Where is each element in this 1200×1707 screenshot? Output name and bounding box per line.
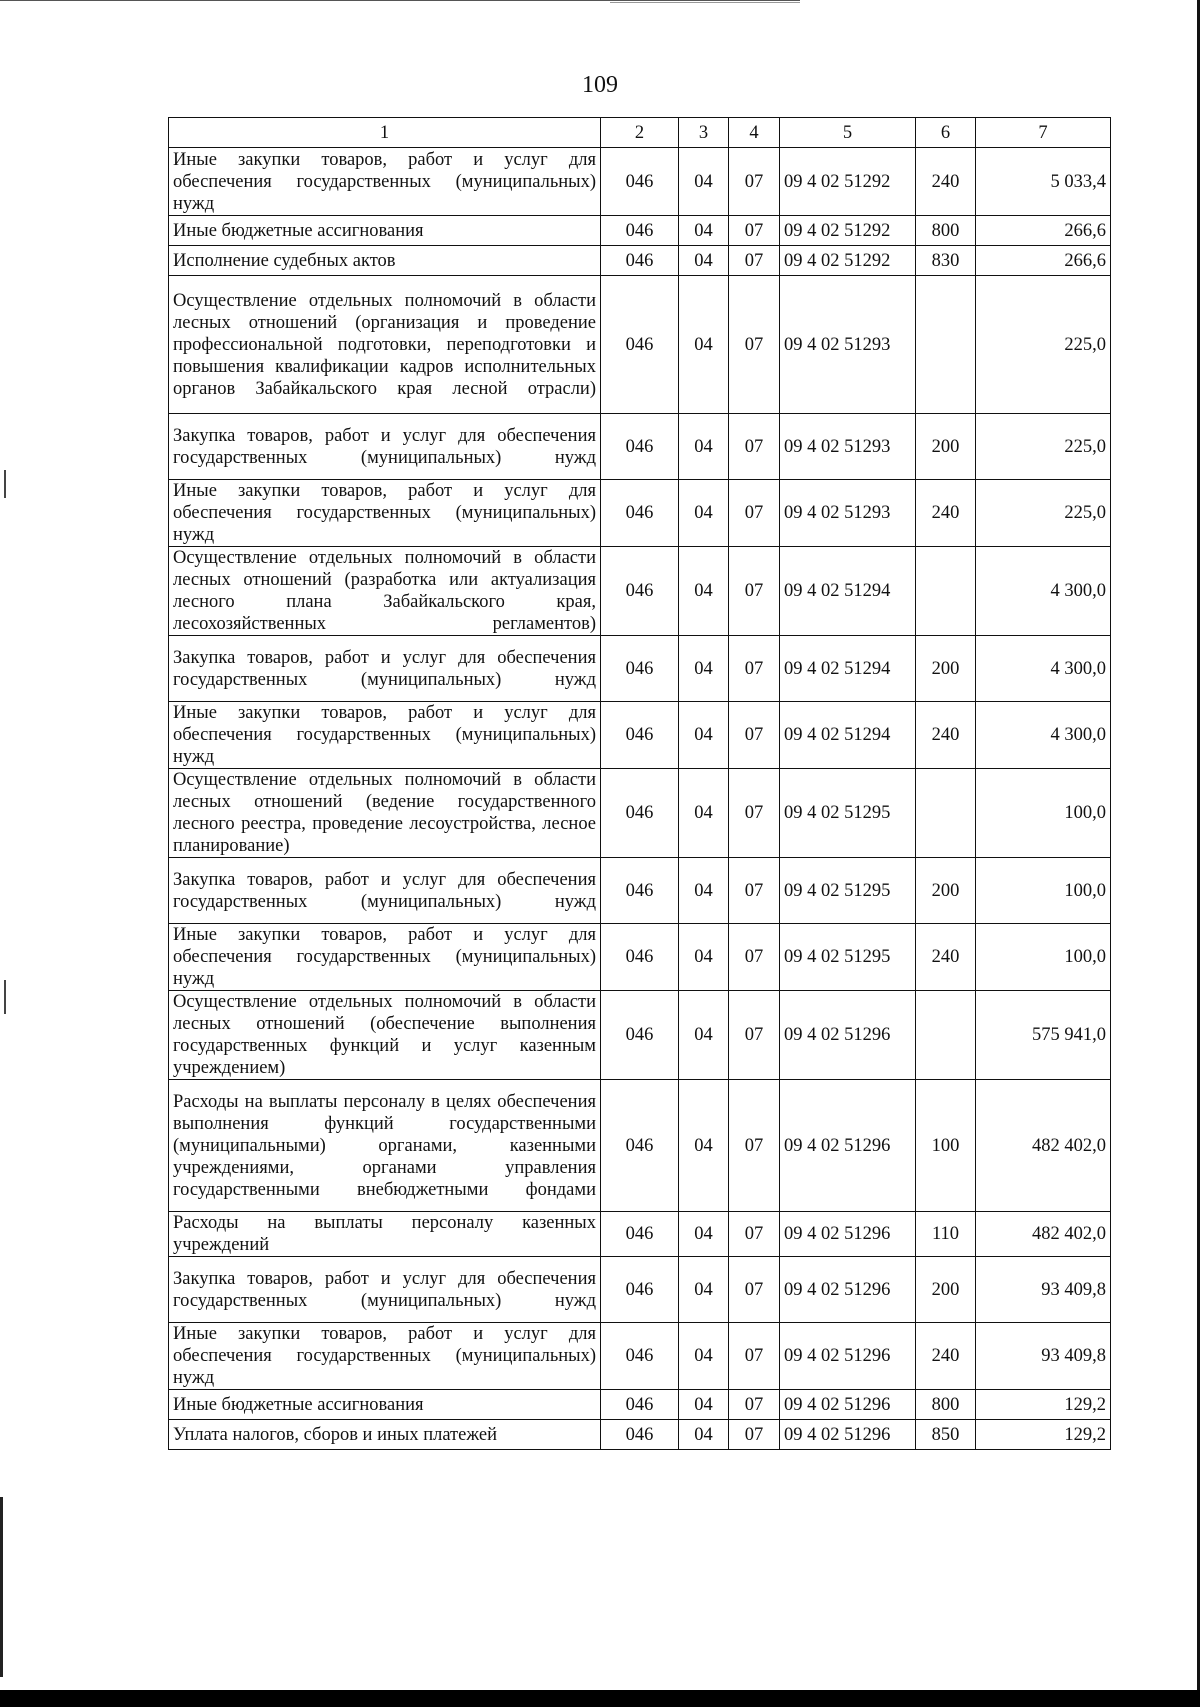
row-cell-3: 04 — [679, 1212, 729, 1257]
row-cell-3: 04 — [679, 769, 729, 858]
table-row — [169, 1323, 1111, 1390]
table-row — [169, 991, 1111, 1080]
row-cell-2: 046 — [601, 480, 679, 547]
row-cell-7: 100,0 — [976, 769, 1111, 858]
table-row — [169, 1420, 1111, 1450]
table-row — [169, 636, 1111, 702]
row-cell-3: 04 — [679, 148, 729, 216]
row-cell-2: 046 — [601, 1212, 679, 1257]
row-cell-7: 266,6 — [976, 246, 1111, 276]
row-cell-2: 046 — [601, 702, 679, 769]
table-row — [169, 414, 1111, 480]
row-cell-7: 225,0 — [976, 480, 1111, 547]
table-row — [169, 858, 1111, 924]
row-cell-2: 046 — [601, 924, 679, 991]
row-cell-3: 04 — [679, 216, 729, 246]
budget-table — [168, 117, 1111, 1450]
row-cell-6: 240 — [916, 924, 976, 991]
row-cell-6: 240 — [916, 148, 976, 216]
row-cell-7: 129,2 — [976, 1390, 1111, 1420]
row-cell-7: 93 409,8 — [976, 1257, 1111, 1323]
header-cell-3: 3 — [679, 118, 729, 148]
row-cell-2: 046 — [601, 1080, 679, 1212]
table-row — [169, 547, 1111, 636]
row-cell-5: 09 4 02 51296 — [780, 1212, 916, 1257]
scan-edge-top-secondary — [610, 2, 800, 3]
scan-edge-bottom — [0, 1690, 1200, 1707]
row-cell-5: 09 4 02 51296 — [780, 1420, 916, 1450]
row-cell-3: 04 — [679, 1257, 729, 1323]
row-name-cell: Расходы на выплаты персоналу казенных учреждений — [169, 1212, 601, 1257]
row-cell-7: 225,0 — [976, 276, 1111, 414]
row-cell-4: 07 — [729, 991, 780, 1080]
row-cell-6: 850 — [916, 1420, 976, 1450]
row-name-cell: Иные закупки товаров, работ и услуг для обеспечения государственных (муниципальных) нужд — [169, 480, 601, 547]
header-cell-5: 5 — [780, 118, 916, 148]
row-cell-5: 09 4 02 51295 — [780, 858, 916, 924]
header-cell-4: 4 — [729, 118, 780, 148]
row-cell-2: 046 — [601, 636, 679, 702]
table-row — [169, 1390, 1111, 1420]
scan-edge-left — [0, 1497, 3, 1677]
row-cell-6: 200 — [916, 414, 976, 480]
table-row — [169, 924, 1111, 991]
row-cell-4: 07 — [729, 276, 780, 414]
row-cell-5: 09 4 02 51294 — [780, 636, 916, 702]
row-cell-7: 4 300,0 — [976, 702, 1111, 769]
scan-edge-top — [0, 0, 800, 1]
row-cell-5: 09 4 02 51296 — [780, 1257, 916, 1323]
row-cell-6 — [916, 547, 976, 636]
row-cell-4: 07 — [729, 1212, 780, 1257]
row-cell-3: 04 — [679, 1323, 729, 1390]
row-cell-4: 07 — [729, 924, 780, 991]
row-cell-6: 800 — [916, 1390, 976, 1420]
row-cell-2: 046 — [601, 769, 679, 858]
row-cell-3: 04 — [679, 858, 729, 924]
row-cell-7: 266,6 — [976, 216, 1111, 246]
row-cell-6: 240 — [916, 1323, 976, 1390]
row-cell-5: 09 4 02 51292 — [780, 148, 916, 216]
row-name-cell: Закупка товаров, работ и услуг для обеспечения государственных (муниципальных) нужд — [169, 1257, 601, 1323]
row-cell-5: 09 4 02 51292 — [780, 246, 916, 276]
row-cell-3: 04 — [679, 702, 729, 769]
row-name-cell: Закупка товаров, работ и услуг для обеспечения государственных (муниципальных) нужд — [169, 858, 601, 924]
row-cell-7: 5 033,4 — [976, 148, 1111, 216]
row-name-cell: Иные закупки товаров, работ и услуг для обеспечения государственных (муниципальных) нужд — [169, 148, 601, 216]
row-name-cell: Закупка товаров, работ и услуг для обеспечения государственных (муниципальных) нужд — [169, 636, 601, 702]
table-header-row — [169, 118, 1111, 148]
row-cell-6: 240 — [916, 702, 976, 769]
row-cell-2: 046 — [601, 414, 679, 480]
row-cell-4: 07 — [729, 1390, 780, 1420]
row-cell-4: 07 — [729, 1323, 780, 1390]
row-cell-7: 482 402,0 — [976, 1080, 1111, 1212]
row-name-cell: Уплата налогов, сборов и иных платежей — [169, 1420, 601, 1450]
row-cell-3: 04 — [679, 547, 729, 636]
row-name-cell: Осуществление отдельных полномочий в области лесных отношений (ведение государственного лесного реестра, проведение лесоустройства, лесное планирование) — [169, 769, 601, 858]
row-cell-3: 04 — [679, 414, 729, 480]
row-cell-4: 07 — [729, 148, 780, 216]
row-cell-5: 09 4 02 51294 — [780, 702, 916, 769]
row-cell-4: 07 — [729, 858, 780, 924]
row-cell-4: 07 — [729, 636, 780, 702]
row-cell-2: 046 — [601, 1390, 679, 1420]
row-cell-7: 4 300,0 — [976, 547, 1111, 636]
row-cell-5: 09 4 02 51296 — [780, 1080, 916, 1212]
row-cell-6 — [916, 276, 976, 414]
row-cell-2: 046 — [601, 246, 679, 276]
row-cell-3: 04 — [679, 924, 729, 991]
row-cell-2: 046 — [601, 1420, 679, 1450]
row-cell-2: 046 — [601, 216, 679, 246]
row-cell-7: 100,0 — [976, 858, 1111, 924]
row-cell-5: 09 4 02 51296 — [780, 991, 916, 1080]
row-cell-6: 200 — [916, 1257, 976, 1323]
row-cell-6: 830 — [916, 246, 976, 276]
row-cell-6: 240 — [916, 480, 976, 547]
row-cell-4: 07 — [729, 1420, 780, 1450]
scan-speck-left-2 — [4, 980, 6, 1014]
row-cell-7: 575 941,0 — [976, 991, 1111, 1080]
row-cell-3: 04 — [679, 1390, 729, 1420]
row-cell-6: 200 — [916, 636, 976, 702]
row-cell-6: 110 — [916, 1212, 976, 1257]
row-cell-3: 04 — [679, 991, 729, 1080]
row-name-cell: Иные бюджетные ассигнования — [169, 216, 601, 246]
scan-speck-left-1 — [4, 470, 6, 498]
row-cell-7: 129,2 — [976, 1420, 1111, 1450]
row-cell-4: 07 — [729, 1080, 780, 1212]
row-name-cell: Иные закупки товаров, работ и услуг для обеспечения государственных (муниципальных) нужд — [169, 1323, 601, 1390]
table-row — [169, 148, 1111, 216]
row-cell-5: 09 4 02 51293 — [780, 480, 916, 547]
row-cell-3: 04 — [679, 1080, 729, 1212]
row-name-cell: Иные закупки товаров, работ и услуг для обеспечения государственных (муниципальных) нужд — [169, 702, 601, 769]
row-name-cell: Исполнение судебных актов — [169, 246, 601, 276]
row-cell-4: 07 — [729, 480, 780, 547]
row-name-cell: Осуществление отдельных полномочий в области лесных отношений (обеспечение выполнения государственных функций и услуг казенным учреждением) — [169, 991, 601, 1080]
header-cell-1: 1 — [169, 118, 601, 148]
row-cell-3: 04 — [679, 246, 729, 276]
row-cell-2: 046 — [601, 1257, 679, 1323]
row-cell-3: 04 — [679, 636, 729, 702]
row-cell-4: 07 — [729, 246, 780, 276]
row-cell-7: 225,0 — [976, 414, 1111, 480]
table-row — [169, 1080, 1111, 1212]
row-cell-4: 07 — [729, 1257, 780, 1323]
row-cell-5: 09 4 02 51292 — [780, 216, 916, 246]
row-cell-4: 07 — [729, 702, 780, 769]
row-cell-2: 046 — [601, 991, 679, 1080]
row-cell-5: 09 4 02 51294 — [780, 547, 916, 636]
page-number: 109 — [582, 72, 618, 98]
row-cell-5: 09 4 02 51295 — [780, 769, 916, 858]
row-cell-2: 046 — [601, 1323, 679, 1390]
header-cell-2: 2 — [601, 118, 679, 148]
table-row — [169, 702, 1111, 769]
row-cell-6: 200 — [916, 858, 976, 924]
table-body — [169, 118, 1111, 1450]
table-row — [169, 480, 1111, 547]
table-row — [169, 246, 1111, 276]
row-name-cell: Иные бюджетные ассигнования — [169, 1390, 601, 1420]
row-cell-4: 07 — [729, 414, 780, 480]
row-cell-6 — [916, 991, 976, 1080]
row-cell-2: 046 — [601, 547, 679, 636]
row-cell-3: 04 — [679, 480, 729, 547]
row-name-cell: Расходы на выплаты персоналу в целях обеспечения выполнения функций государственными (муниципальными) органами, казенными учреждениями, органами управления государственными внебюджетными фондами — [169, 1080, 601, 1212]
table-row — [169, 1212, 1111, 1257]
row-cell-7: 100,0 — [976, 924, 1111, 991]
row-cell-5: 09 4 02 51296 — [780, 1323, 916, 1390]
table-row — [169, 1257, 1111, 1323]
row-cell-5: 09 4 02 51296 — [780, 1390, 916, 1420]
row-cell-7: 93 409,8 — [976, 1323, 1111, 1390]
table-row — [169, 276, 1111, 414]
row-cell-7: 482 402,0 — [976, 1212, 1111, 1257]
row-name-cell: Осуществление отдельных полномочий в области лесных отношений (разработка или актуализация лесного плана Забайкальского края, лесохозяйственных регламентов) — [169, 547, 601, 636]
row-cell-2: 046 — [601, 858, 679, 924]
row-cell-6 — [916, 769, 976, 858]
row-cell-4: 07 — [729, 216, 780, 246]
row-cell-5: 09 4 02 51295 — [780, 924, 916, 991]
row-cell-3: 04 — [679, 276, 729, 414]
row-cell-5: 09 4 02 51293 — [780, 276, 916, 414]
row-name-cell: Иные закупки товаров, работ и услуг для обеспечения государственных (муниципальных) нужд — [169, 924, 601, 991]
row-cell-5: 09 4 02 51293 — [780, 414, 916, 480]
row-cell-7: 4 300,0 — [976, 636, 1111, 702]
row-cell-2: 046 — [601, 148, 679, 216]
table-row — [169, 216, 1111, 246]
row-cell-6: 100 — [916, 1080, 976, 1212]
row-cell-2: 046 — [601, 276, 679, 414]
row-name-cell: Закупка товаров, работ и услуг для обеспечения государственных (муниципальных) нужд — [169, 414, 601, 480]
row-cell-4: 07 — [729, 769, 780, 858]
row-name-cell: Осуществление отдельных полномочий в области лесных отношений (организация и проведение профессиональной подготовки, переподготовки и повышения квалификации кадров исполнительных органов Забайкальского края лесной отрасли) — [169, 276, 601, 414]
row-cell-6: 800 — [916, 216, 976, 246]
row-cell-4: 07 — [729, 547, 780, 636]
header-cell-7: 7 — [976, 118, 1111, 148]
header-cell-6: 6 — [916, 118, 976, 148]
row-cell-3: 04 — [679, 1420, 729, 1450]
table-row — [169, 769, 1111, 858]
